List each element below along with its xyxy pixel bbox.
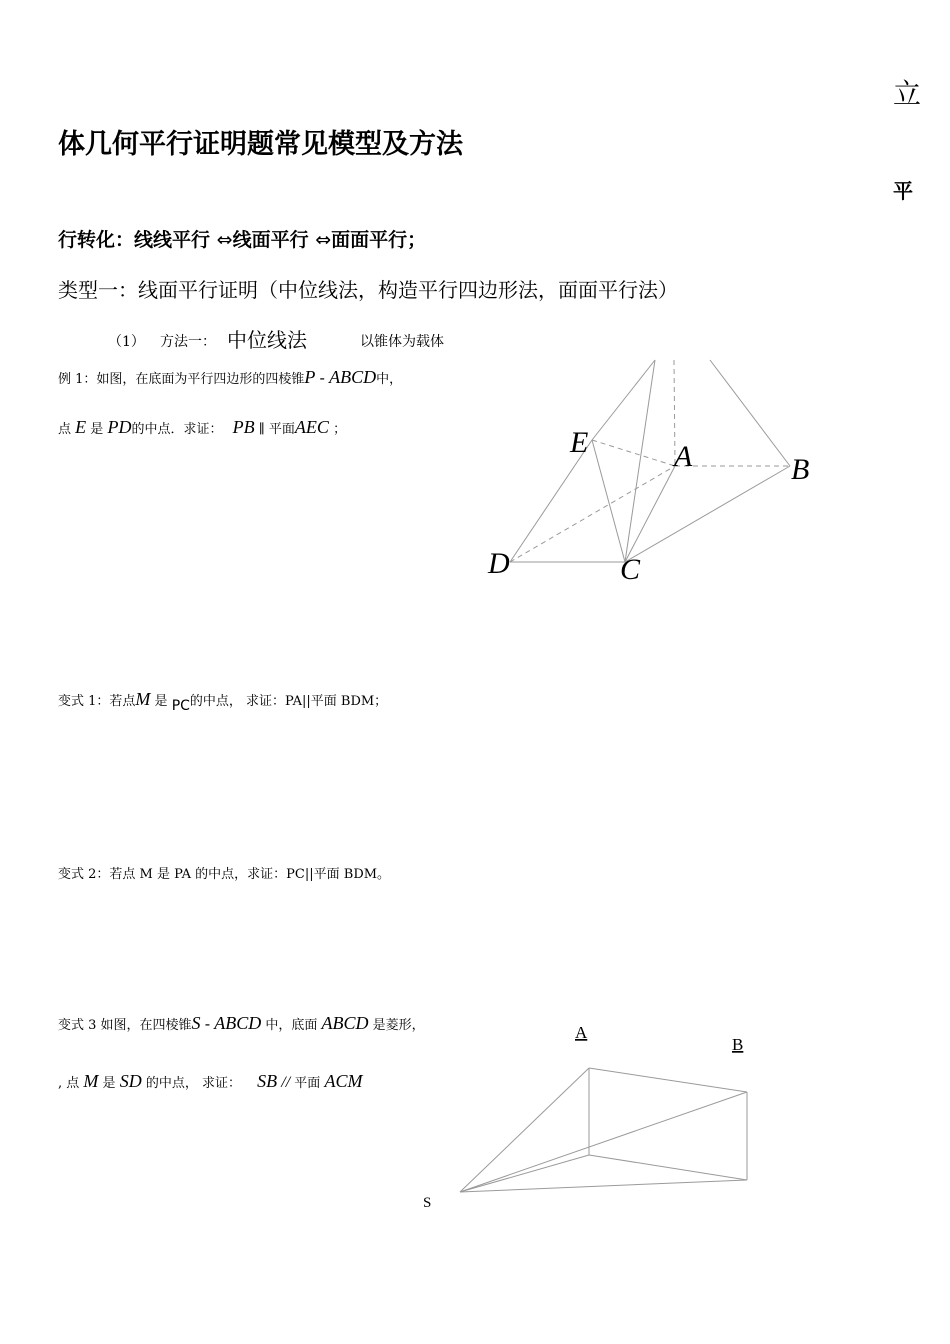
label-b: B [791, 453, 810, 486]
label-d: D [488, 547, 510, 580]
math-aec: AEC [294, 417, 329, 437]
math-dash: - [319, 368, 325, 387]
corner-char-top: 立 [893, 77, 922, 110]
variant1-prefix: 变式 1：若点 [58, 694, 136, 709]
intro-part1: 行转化：线线平行 [58, 229, 211, 251]
label-e: E [570, 426, 589, 459]
parallel-symbol-2: // [281, 1074, 291, 1091]
math-p: P [304, 367, 316, 387]
example1-line2-prefix: 点 [58, 422, 72, 437]
math-dash-2: - [204, 1014, 211, 1033]
math-sd: SD [119, 1071, 142, 1091]
label-s: S [423, 1195, 432, 1211]
example1-line2-end: ； [333, 422, 347, 437]
math-pb: PB [232, 417, 255, 437]
label-c: C [620, 553, 641, 586]
math-e: E [75, 417, 87, 437]
example1-line1-suffix: 中， [376, 372, 403, 387]
intro-part3: 面面平行； [331, 229, 427, 251]
math-s: S [191, 1013, 201, 1033]
variant3-line1-prefix: 变式 3 如图，在四棱锥 [58, 1018, 192, 1033]
method-number: （1） [108, 334, 145, 350]
edge-bottom-front [460, 1180, 747, 1192]
example1-line2-is: 是 [90, 422, 104, 437]
math-abcd-3: ABCD [321, 1013, 369, 1033]
variant3-line1-mid: 中，底面 [265, 1018, 318, 1033]
variant3-line2-prefix: , 点 [58, 1076, 80, 1091]
label-a-2: A [575, 1023, 588, 1042]
edge-top [589, 1068, 747, 1092]
math-m: M [135, 689, 151, 709]
variant3-line1-suffix: 是菱形， [372, 1018, 425, 1033]
example1-line2-mid: 的中点．求证： [131, 422, 223, 437]
type-one-heading: 类型一：线面平行证明（中位线法，构造平行四边形法，面面平行法） [58, 278, 678, 302]
equivalence-arrow-1: ⇔ [216, 229, 233, 251]
method-name: 中位线法 [227, 328, 307, 352]
equivalence-arrow-2: ⇔ [315, 229, 332, 251]
page-title: 体几何平行证明题常见模型及方法 [58, 129, 463, 160]
math-abcd: ABCD [329, 367, 377, 387]
method-prefix: 方法一： [160, 334, 216, 350]
math-acm: ACM [324, 1071, 363, 1091]
corner-char-mid: 平 [893, 179, 913, 203]
intro-part2: 线面平行 [232, 229, 309, 251]
variant3-line2-mid: 的中点， 求证： [145, 1076, 241, 1091]
parallel-symbol: ∥ [258, 422, 265, 437]
variant1-is: 是 [154, 694, 168, 709]
example1-line1-prefix: 例 1：如图，在底面为平行四边形的四棱锥 [58, 372, 305, 387]
math-abcd-2: ABCD [214, 1013, 262, 1033]
variant1-suffix: 的中点， 求证：PA||平面 BDM； [189, 694, 388, 709]
label-b-2: B [732, 1035, 744, 1054]
edge-bottom-back [589, 1155, 747, 1180]
example1-plane: 平面 [268, 422, 295, 437]
math-sb: SB [257, 1071, 278, 1091]
edge-s-top-right [460, 1092, 747, 1192]
label-a: A [674, 440, 693, 473]
variant3-plane: 平面 [294, 1076, 321, 1091]
variant2-line: 变式 2：若点 M 是 PA 的中点，求证：PC||平面 BDM。 [58, 867, 391, 882]
variant3-line2-is: 是 [102, 1076, 116, 1091]
math-m-2: M [83, 1071, 99, 1091]
method-note: 以锥体为载体 [360, 334, 444, 350]
math-pd: PD [107, 417, 132, 437]
variant1-pc: PC [171, 698, 190, 714]
